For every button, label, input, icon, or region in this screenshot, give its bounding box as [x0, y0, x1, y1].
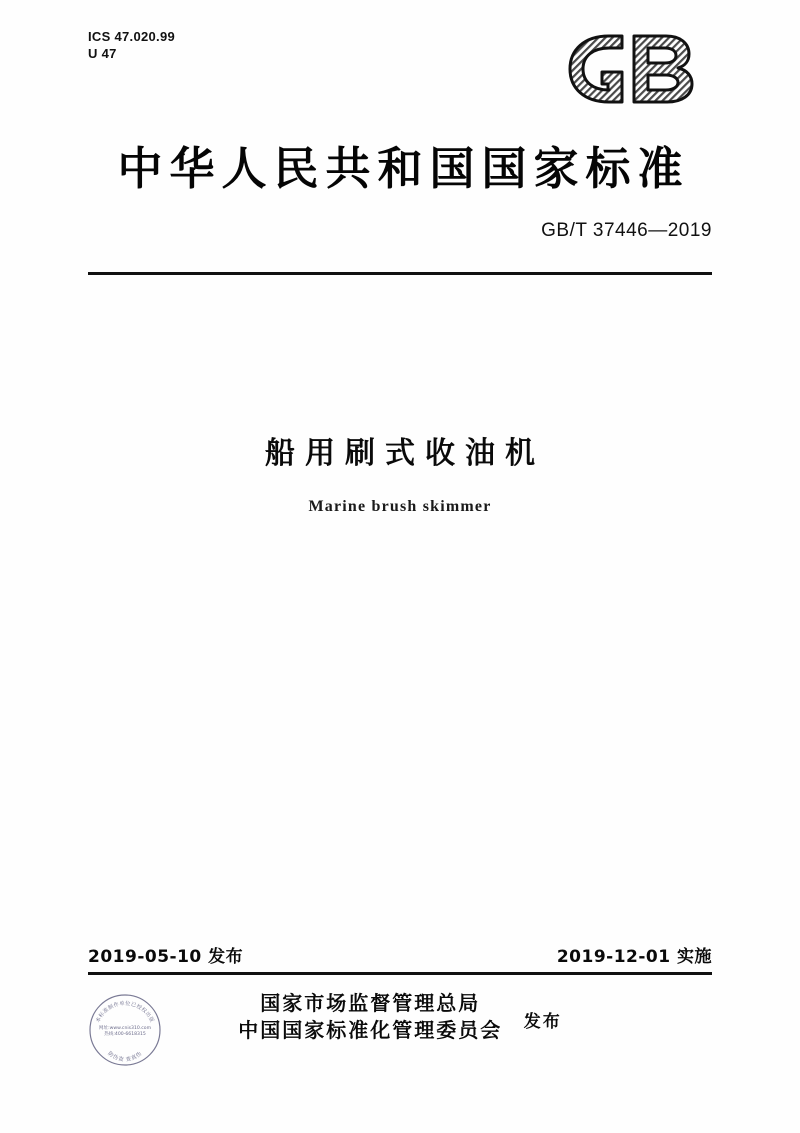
seal-mid-text-1: 网址:www.cnis310.com [98, 1026, 152, 1031]
divider-bottom [88, 972, 712, 975]
publisher-line-2: 中国国家标准化管理委员会 [238, 1018, 503, 1042]
publisher-names [238, 990, 502, 1044]
standard-number: GB/T 37446—2019 [541, 220, 712, 241]
anti-counterfeit-seal-icon [88, 993, 162, 1067]
seal-mid-text-2: 热线:400-6618315 [104, 1032, 146, 1037]
publisher-line-1: 国家市场监督管理总局 [260, 991, 481, 1015]
seal-top-text: 本标准制作单位已授权出版 [95, 1000, 155, 1024]
svg-text:防伪查 查真伪 [106, 1049, 143, 1063]
gb-logo-icon [562, 30, 712, 108]
issue-date: 2019-05-10 发布 [88, 947, 244, 967]
page-title: 中华人民共和国国家标准 [117, 142, 690, 195]
ics-code: ICS 47.020.99 [88, 29, 176, 44]
classification-code: U 47 [88, 46, 117, 61]
publisher-inner [238, 990, 562, 1044]
document-title-en: Marine brush skimmer [308, 498, 492, 515]
publish-label: 发布 [523, 1011, 562, 1032]
implementation-date: 2019-12-01 实施 [556, 947, 712, 967]
divider-top [88, 272, 712, 275]
document-title-cn: 船用刷式收油机 [265, 436, 545, 471]
ics-block [88, 28, 175, 62]
seal-bottom-text: 防伪查 查真伪 [106, 1050, 144, 1064]
